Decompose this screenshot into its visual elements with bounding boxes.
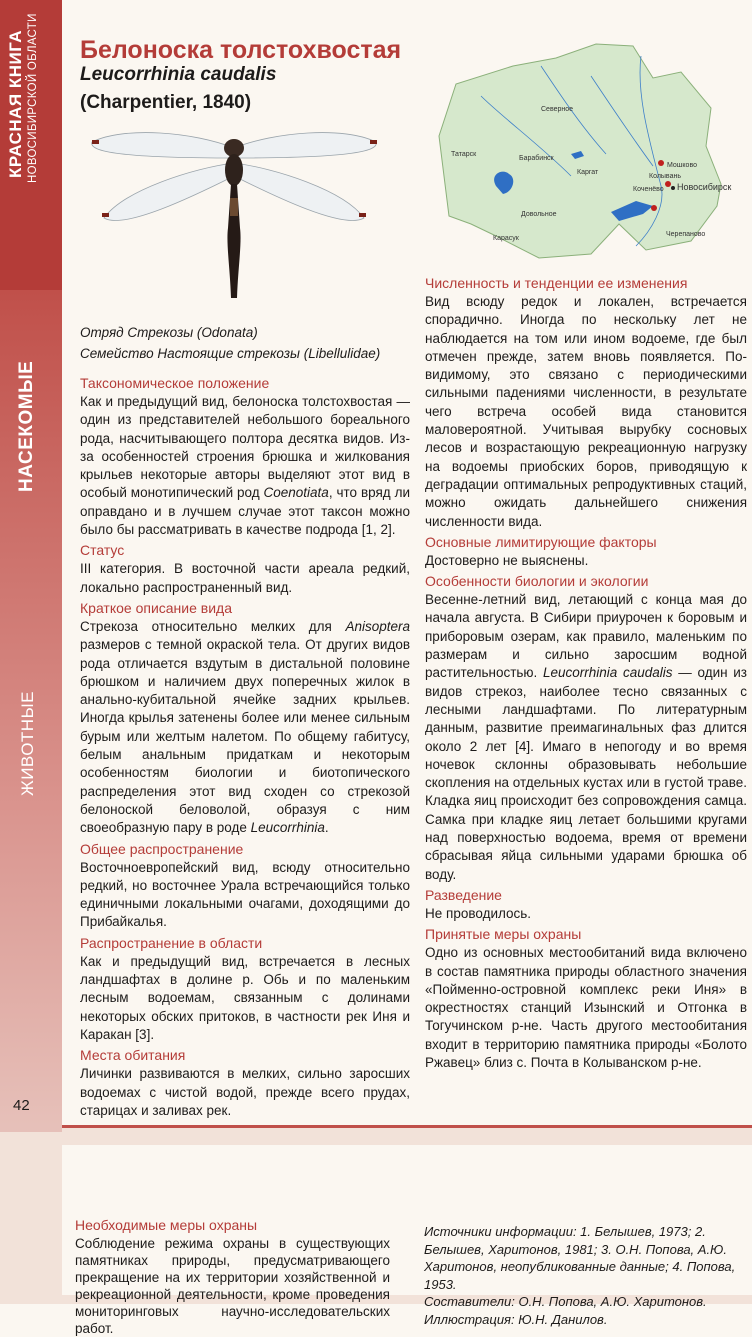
book-title: КРАСНАЯ КНИГА [6,29,25,178]
left-column [80,374,410,1122]
map-label-kargat: Каргат [577,169,599,176]
author-year: (Charpentier, 1840) [80,92,252,113]
biology-text: Весенне-летний вид, летающий с конца мая до начала августа. В Сибири приурочен к боровым и приборовым озерам, как правило, маленьким по размерам и сильно заросшим водной растительностью. Leucorrhinia caudalis — один из видов стрекоз, наиболее тесно связанных с лесными ландшафтами. По литературным данным, развитие преимагинальных фаз длится около 2 лет [4]. Имаго в непогоду и во время ночевок склонны образовывать небольшие скопления на отдельных кустах или в густой траве. Кладка яиц происходит без сопровождения самца. Самка при кладке яиц летает большими кругами над поверхностью водоема, время от времени сбрасывая яйца сильными ударами брюшка об воду. [425,592,747,882]
region-heading: Распространение в области [80,934,263,951]
measures-text: Одно из основных местообитаний вида включено в состав памятника природы областного значения «Пойменно-островной комплекс реки Иня» в окрестностях станций Изынский и Отгонка в Тогучинском р-не. Часть другого местообитания входит в территорию памятника природы «Болото Ржавец» близ с. Почта в Колыванском р-не. [425,945,747,1070]
map-label-karasuk: Карасук [493,235,519,242]
description-heading: Краткое описание вида [80,599,232,616]
abundance-heading: Численность и тенденции ее изменения [425,275,688,291]
side-band [0,0,62,1125]
taxon-info [80,322,380,364]
dragonfly-illustration [84,118,384,313]
breeding-text: Не проводилось. [425,905,532,921]
needed-measures [75,1216,390,1337]
map-label-kolyvan: Колывань [649,173,681,180]
measures-heading: Принятые меры охраны [425,926,582,943]
limiting-text: Достоверно не выяснены. [425,552,589,568]
sources-block [424,1223,740,1328]
distribution-map [421,36,747,268]
distribution-heading: Общее распространение [80,840,244,857]
section-label: НАСЕКОМЫЕ [16,360,37,492]
sources-refs: Источники информации: 1. Белышев, 1973; 2. Белышев, Харитонов, 1981; 3. О.Н. Попова, А.Ю. Харитонов, неопубликованные данные; 4. Попова, 1953. [424,1224,736,1292]
book-subtitle: НОВОСИБИРСКОЙ ОБЛАСТИ [27,13,39,183]
limiting-heading: Основные лимитирующие факторы [425,533,657,550]
abundance-text: Вид всюду редок и локален, встречается спорадично. Иногда по нескольку лет не наблюдается на том или ином водоеме, где был отмечен прежде, затем вновь появляется. По-видимому, это связано с периодическими сильными падениями численности, в результате чего встреча особей вида становится маловероятной. Учитывая вырубку сосновых лесов и возрастающую рекреационную нагрузку на водоемы приобских боров, приводящую к деградации оптимальных репродуктивных стаций, можно ожидать дальнейшего снижения численности вида. [425,294,747,529]
map-label-novosibirsk: Новосибирск [677,182,732,192]
habitat-heading: Места обитания [80,1047,186,1064]
status-heading: Статус [80,542,125,559]
family-line: Семейство Настоящие стрекозы (Libellulidae) [80,346,381,361]
taxonomy-text: Как и предыдущий вид, белоноска толстохвостая — один из представителей небольшого бореального рода, насчитывающего полтора десятка видов. Из-за особенностей строения брюшка и жилкования крыльев некоторые авторы выделяют этот вид в особый монотипический род Coenotiata, что вряд ли оправдано и в лучшем случае этот таксон можно было бы рассматривать в качестве подрода [1, 2]. [80,394,410,538]
taxonomy-heading: Таксономическое положение [80,375,270,391]
needed-text: Соблюдение режима охраны в существующих памятниках природы, предусматривающего прекращение на их территории хозяйственной и рекреационной деятельности, кроме проведения мониторинговых научно-исследовательских работ. [75,1236,390,1336]
habitat-text: Личинки развиваются в мелких, сильно заросших водоемах с чистой водой, прежде всего прудах, старицах и заливах рек. [80,1066,410,1118]
page-number: 42 [13,1097,30,1114]
map-label-kochenevo: Коченёво [633,186,664,193]
order-line: Отряд Стрекозы (Odonata) [80,325,258,340]
map-label-severnoe: Северное [541,106,574,113]
map-label-cherepanovo: Черепаново [666,231,706,238]
sources-illustration: Иллюстрация: Ю.Н. Данилов. [424,1311,608,1327]
map-label-tatarsk: Татарск [451,151,477,158]
sources-authors: Составители: О.Н. Попова, А.Ю. Харитонов. [424,1294,707,1309]
breeding-heading: Разведение [425,886,502,903]
species-title: Белоноска толстохвостая [80,36,402,64]
kingdom-label: ЖИВОТНЫЕ [18,691,37,796]
right-column [425,274,747,1074]
map-label-dovolnoe: Довольное [521,211,557,218]
region-text: Как и предыдущий вид, встречается в лесных ландшафтах в долине р. Обь и по маленьким лесным водоемам, связанным с долинами некоторых обских притоков, в частности рек Иня и Каракан [3]. [80,953,410,1042]
map-label-moshkovo: Мошково [667,162,697,169]
needed-heading: Необходимые меры охраны [75,1217,258,1233]
description-text: Стрекоза относительно мелких для Anisoptera размеров с темной окраской тела. От других видов рода отличается вздутым в дистальной половине брюшком и наличием двух поперечных жилок в анально-кубитальной ячейке задних крыльев. Иногда крылья затенены более или менее сильным бурым или желтым налетом. По общему габитусу, белым анальным придаткам и некоторым особенностям биологии и биотопического распределения этот вид сходен со стрекозой белоноской беловолой, образуя с ним своеобразную пару в роде Leucorrhinia. [80,618,410,836]
map-label-barabinsk: Барабинск [519,155,554,162]
latin-name: Leucorrhinia caudalis [80,64,277,85]
biology-heading: Особенности биологии и экологии [425,573,649,590]
status-text: III категория. В восточной части ареала редкий, локально распространенный вид. [80,561,410,595]
distribution-text: Восточноевропейский вид, всюду относительно редкий, но восточнее Урала встречающийся только единичными локальными очагами, доходящими до Прибайкалья. [80,859,410,930]
